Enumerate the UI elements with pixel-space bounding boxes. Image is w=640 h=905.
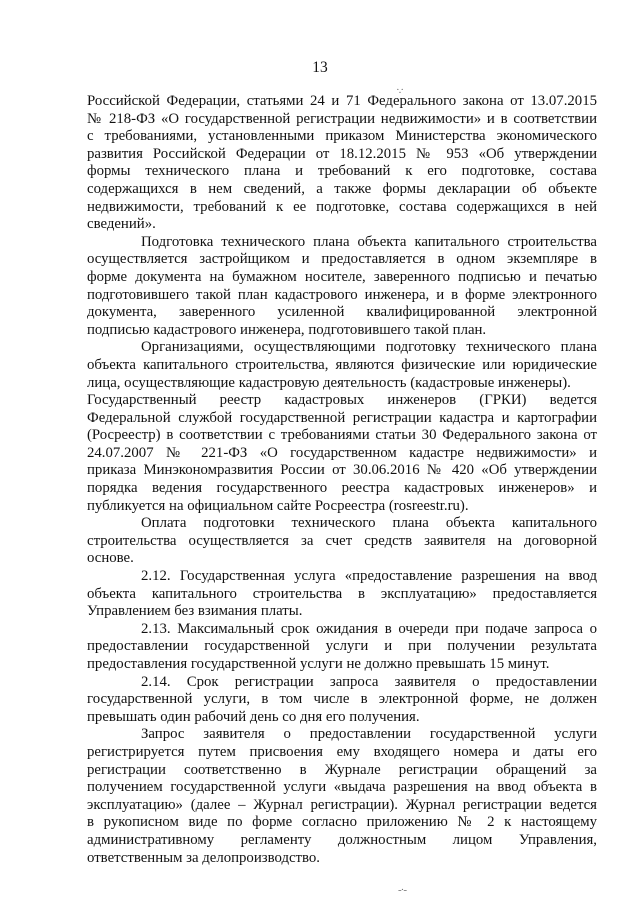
text-line: основе. xyxy=(87,550,134,567)
text-line: регистрации соответственно в Журнале регистрации обращений за xyxy=(87,761,597,778)
text-line: содержащихся в нем сведений, а также формы декларации об объекте xyxy=(87,180,597,197)
paragraph xyxy=(87,674,597,727)
text-line: (Росреестр) в соответствии с требованиями статьи 30 Федерального закона от xyxy=(87,427,597,444)
text-line: подготовившего такой план кадастрового инженера, и в форме электронного xyxy=(87,286,597,303)
text-line: Организациями, осуществляющими подготовку технического плана xyxy=(141,339,597,356)
paragraph xyxy=(87,621,597,674)
page-number: 13 xyxy=(312,59,328,76)
text-line: порядка ведения государственного реестра кадастровых инженеров» и xyxy=(87,480,597,497)
text-line: предоставления государственной услуги не должно превышать 15 минут. xyxy=(87,656,550,672)
text-line: Запрос заявителя о предоставлении государственной услуги xyxy=(141,726,597,743)
text-line: подписью кадастрового инженера, подготовившего такой план. xyxy=(87,321,487,338)
text-line: государственной услуги, в том числе в электронной форме, не должен xyxy=(87,691,597,708)
text-line: строительства осуществляется за счет средств заявителя на договорной xyxy=(87,532,597,549)
scan-mark-bottom: -·- xyxy=(398,884,406,896)
text-line: Российской Федерации, статьями 24 и 71 Федерального закона от 13.07.2015 xyxy=(87,93,597,109)
text-line: Государственный реестр кадастровых инженеров (ГРКИ) ведется xyxy=(87,392,597,409)
text-line: 2.12. Государственная услуга «предоставление разрешения на ввод xyxy=(141,568,597,585)
text-line: Федеральной службой государственной регистрации кадастра и картографии xyxy=(87,409,597,426)
text-line: документа, заверенного усиленной квалифицированной электронной xyxy=(87,304,597,321)
text-line: 24.07.2007 № 221-ФЗ «О государственном кадастре недвижимости» и xyxy=(87,444,597,461)
paragraph xyxy=(87,515,597,568)
text-line: формы технического плана и требований к его подготовке, состава xyxy=(87,163,597,180)
text-line: Управлением без взимания платы. xyxy=(87,603,303,620)
text-line: получением государственной услуги «выдача разрешения на ввод объекта в xyxy=(87,779,597,796)
paragraph xyxy=(87,392,597,515)
text-line: Оплата подготовки технического плана объекта капитального xyxy=(141,515,597,532)
text-line: с требованиями, установленными приказом Министерства экономического xyxy=(87,128,597,145)
scan-mark-top: ·.· xyxy=(396,84,404,96)
text-line: лица, осуществляющие кадастровую деятельность (кадастровые инженеры). xyxy=(87,374,571,391)
text-line: № 218-ФЗ «О государственной регистрации недвижимости» и в соответствии xyxy=(87,110,597,127)
paragraph xyxy=(87,93,597,234)
text-line: 2.14. Срок регистрации запроса заявителя о предоставлении xyxy=(141,673,597,690)
text-line: в рукописном виде по форме согласно приложению № 2 к настоящему xyxy=(87,814,597,831)
paragraph xyxy=(87,726,597,867)
document-body xyxy=(87,93,597,867)
text-line: предоставлении государственной услуги и при получении результата xyxy=(87,638,597,655)
paragraph xyxy=(87,568,597,621)
text-line: развития Российской Федерации от 18.12.2015 № 953 «Об утверждении xyxy=(87,145,597,162)
paragraph xyxy=(87,339,597,392)
text-line: форме документа на бумажном носителе, заверенного подписью и печатью xyxy=(87,268,597,285)
text-line: административному регламенту должностным лицом Управления, xyxy=(87,831,597,848)
text-line: ответственным за делопроизводство. xyxy=(87,849,321,866)
text-line: осуществляется застройщиком и предоставляется в одном экземпляре в xyxy=(87,251,597,268)
text-line: сведений». xyxy=(87,216,156,233)
text-line: публикуется на официальном сайте Росреестра (rosreestr.ru). xyxy=(87,497,469,514)
text-line: приказа Минэкономразвития России от 30.06.2016 № 420 «Об утверждении xyxy=(87,462,597,479)
text-line: превышать один рабочий день со дня его получения. xyxy=(87,708,420,725)
text-line: объекта капитального строительства, являются физические или юридические xyxy=(87,356,597,373)
paragraph xyxy=(87,234,597,340)
text-line: регистрируется путем присвоения ему входящего номера и даты его xyxy=(87,743,597,760)
text-line: Подготовка технического плана объекта капитального строительства xyxy=(141,233,597,250)
text-line: 2.13. Максимальный срок ожидания в очереди при подаче запроса о xyxy=(141,620,597,637)
text-line: эксплуатацию» (далее – Журнал регистрации). Журнал регистрации ведется xyxy=(87,796,597,813)
text-line: недвижимости, требований к ее подготовке, состава содержащихся в ней xyxy=(87,198,597,215)
text-line: объекта капитального строительства в эксплуатацию» предоставляется xyxy=(87,585,597,602)
